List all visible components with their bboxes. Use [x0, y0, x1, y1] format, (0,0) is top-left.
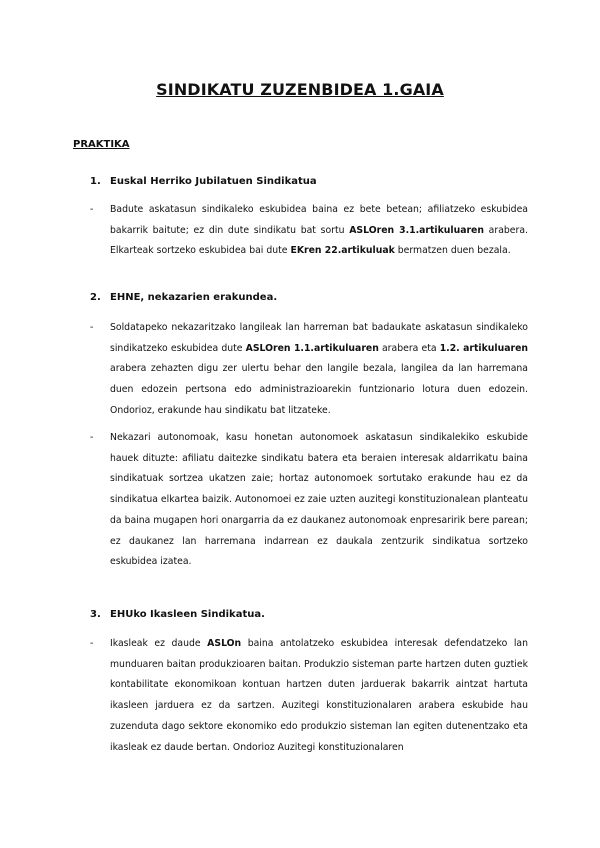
section-subtitle: PRAKTIKA: [73, 139, 130, 150]
text-run: arabera. Elkarteak sortzeko eskubidea bai dute: [110, 224, 528, 257]
bullet-marker: -: [90, 322, 94, 333]
list-item: [90, 634, 528, 758]
section-heading-2: [90, 292, 277, 303]
text-run: Soldatapeko nekazaritzako langileak lan harreman bat badaukate askatasun sindikaleko sindikatzeko eskubidea dute: [110, 322, 528, 354]
bullet-marker: -: [90, 432, 94, 443]
section-heading-3: [90, 609, 265, 620]
text-run: arabera zehazten digu zer ulertu behar den langile bezala, langilea da lan harremana duen edozein pertsona edo administrazioarekin funtzionario lotura duen edozein. Ondorioz, erakunde hau sindikatu bat litzateke.: [110, 363, 528, 416]
text-run: Nekazari autonomoak, kasu honetan autonomoek askatasun sindikalekiko eskubide hauek dituzte: afiliatu daitezke sindikatu batera eta beraien interesak aldarrikatu baina sindikatuak sortzea ukatzen zaie; hortaz autonomoek sortutako erakunde hau ez da sindikatua elkartea baizik. Autonomoei ez zaie uzten auzitegi konstituzionalean planteatu da baina mugapen hori onargarria da ez daukanez autonomoak enpresaririk bere parean; ez daukanez lan harremana indarrean ez daukala zentzurik sindikatua sortzeko eskubidea izatea.: [110, 432, 528, 568]
bold-reference: ASLOren 3.1.artikuluaren: [349, 224, 484, 236]
section-heading-text: EHNE, nekazarien erakundea.: [110, 292, 278, 303]
list-item: [90, 200, 528, 262]
paragraph-text: [110, 318, 528, 422]
section-number: 3.: [90, 609, 101, 620]
section-heading-text: EHUko Ikasleen Sindikatua.: [110, 609, 265, 620]
paragraph-text: [110, 634, 528, 758]
paragraph-text: [110, 200, 528, 262]
paragraph-text: [110, 428, 528, 573]
section-heading-text: Euskal Herriko Jubilatuen Sindikatua: [110, 176, 317, 187]
section-heading-1: [90, 176, 317, 187]
bold-reference: ASLOren 1.1.artikuluaren: [245, 342, 379, 354]
bullet-marker: -: [90, 638, 94, 649]
text-run: Ikasleak ez daude: [110, 638, 208, 649]
page-title: SINDIKATU ZUZENBIDEA 1.GAIA: [156, 80, 444, 99]
section-number: 1.: [90, 176, 101, 187]
section-number: 2.: [90, 292, 101, 303]
list-item: [90, 428, 528, 573]
text-run: Badute askatasun sindikaleko eskubidea baina ez bete betean; afiliatzeko eskubidea bakarrik baitute; ez din dute sindikatu bat sortu: [110, 204, 528, 236]
text-run: baina antolatzeko eskubidea interesak defendatzeko lan munduaren baitan produkzioaren baitan. Produkzio sisteman parte hartzen duten guztiek kontabilitate ekonomikoan kontuan hartzen duten jarduerak bakarrik aintzat hartuta ikasleen jarduera ez da sartzen. Auzitegi konstituzionalaren arabera eskubide hau zuzenduta dago sektore ekonomiko edo produkzio sisteman lan egiten dutenentzako eta ikasleak ez daude bertan. Ondorioz Auzitegi konstituzionalaren: [110, 638, 528, 753]
bullet-marker: -: [90, 204, 94, 215]
text-run: bermatzen duen bezala.: [394, 245, 511, 257]
text-run: arabera eta: [378, 342, 440, 354]
list-item: [90, 318, 528, 422]
bold-reference: 1.2. artikuluaren: [439, 342, 528, 354]
bold-reference: EKren 22.artikuluak: [290, 245, 395, 257]
bold-reference: ASLOn: [207, 638, 242, 649]
